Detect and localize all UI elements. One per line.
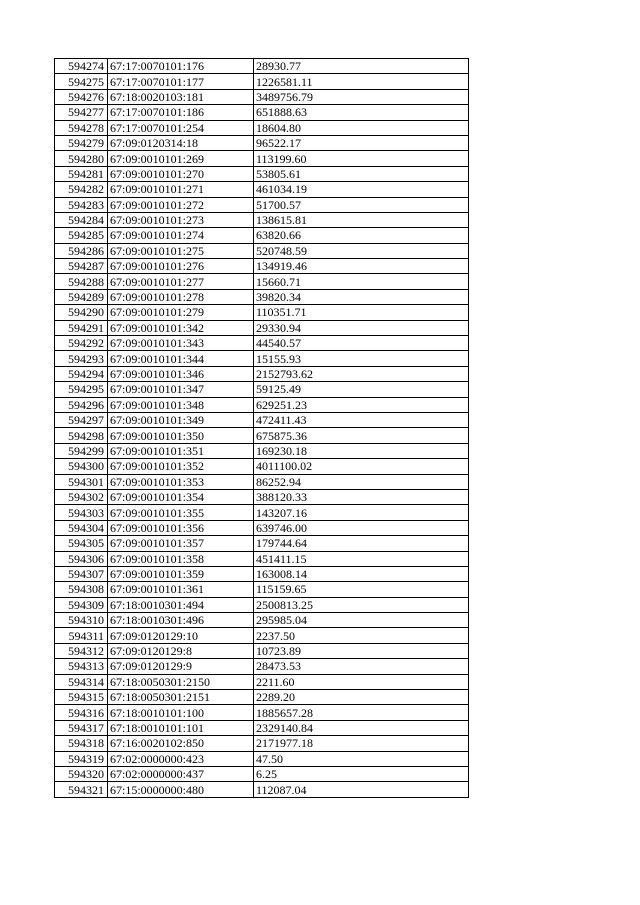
cadastral-number-cell: 67:09:0010101:356	[108, 520, 254, 535]
value-cell: 63820.66	[254, 228, 469, 243]
cadastral-number-cell: 67:09:0010101:275	[108, 243, 254, 258]
table-row	[55, 351, 469, 366]
row-id-cell: 594305	[55, 536, 108, 551]
value-cell: 28473.53	[254, 659, 469, 674]
table-row	[55, 89, 469, 104]
table-row	[55, 212, 469, 227]
value-cell: 2329140.84	[254, 720, 469, 735]
cadastral-number-cell: 67:09:0010101:274	[108, 228, 254, 243]
cadastral-number-cell: 67:09:0010101:355	[108, 505, 254, 520]
cadastral-number-cell: 67:09:0010101:359	[108, 566, 254, 581]
table-row	[55, 320, 469, 335]
table-row	[55, 197, 469, 212]
value-cell: 138615.81	[254, 212, 469, 227]
row-id-cell: 594320	[55, 766, 108, 781]
value-cell: 39820.34	[254, 289, 469, 304]
value-cell: 47.50	[254, 751, 469, 766]
cadastral-number-cell: 67:09:0010101:276	[108, 259, 254, 274]
value-cell: 110351.71	[254, 305, 469, 320]
row-id-cell: 594276	[55, 89, 108, 104]
table-row	[55, 489, 469, 504]
value-cell: 639746.00	[254, 520, 469, 535]
table-row	[55, 366, 469, 381]
row-id-cell: 594310	[55, 613, 108, 628]
cadastral-number-cell: 67:09:0010101:269	[108, 151, 254, 166]
cadastral-number-cell: 67:09:0010101:277	[108, 274, 254, 289]
value-cell: 461034.19	[254, 182, 469, 197]
value-cell: 2152793.62	[254, 366, 469, 381]
table-row	[55, 397, 469, 412]
value-cell: 115159.65	[254, 582, 469, 597]
value-cell: 451411.15	[254, 551, 469, 566]
value-cell: 169230.18	[254, 443, 469, 458]
value-cell: 295985.04	[254, 613, 469, 628]
table-row	[55, 74, 469, 89]
table-row	[55, 182, 469, 197]
cadastral-number-cell: 67:17:0070101:186	[108, 105, 254, 120]
value-cell: 28930.77	[254, 59, 469, 74]
value-cell: 4011100.02	[254, 459, 469, 474]
row-id-cell: 594306	[55, 551, 108, 566]
row-id-cell: 594283	[55, 197, 108, 212]
value-cell: 179744.64	[254, 536, 469, 551]
table-row	[55, 243, 469, 258]
row-id-cell: 594285	[55, 228, 108, 243]
table-row	[55, 274, 469, 289]
cadastral-number-cell: 67:09:0010101:358	[108, 551, 254, 566]
row-id-cell: 594280	[55, 151, 108, 166]
cadastral-number-cell: 67:09:0010101:343	[108, 336, 254, 351]
table-row	[55, 289, 469, 304]
cadastral-number-cell: 67:09:0010101:270	[108, 166, 254, 181]
table-row	[55, 412, 469, 427]
row-id-cell: 594296	[55, 397, 108, 412]
cadastral-number-cell: 67:17:0070101:254	[108, 120, 254, 135]
table-row	[55, 59, 469, 74]
value-cell: 10723.89	[254, 643, 469, 658]
value-cell: 112087.04	[254, 782, 469, 797]
cadastral-number-cell: 67:18:0010301:494	[108, 597, 254, 612]
table-row	[55, 305, 469, 320]
row-id-cell: 594279	[55, 135, 108, 150]
cadastral-number-cell: 67:15:0000000:480	[108, 782, 254, 797]
cadastral-number-cell: 67:09:0010101:279	[108, 305, 254, 320]
value-cell: 2211.60	[254, 674, 469, 689]
cadastral-number-cell: 67:09:0010101:271	[108, 182, 254, 197]
cadastral-number-cell: 67:02:0000000:437	[108, 766, 254, 781]
value-cell: 15660.71	[254, 274, 469, 289]
table-row	[55, 105, 469, 120]
value-cell: 53805.61	[254, 166, 469, 181]
cadastral-number-cell: 67:18:0050301:2151	[108, 690, 254, 705]
table-row	[55, 613, 469, 628]
table-row	[55, 551, 469, 566]
table-row	[55, 135, 469, 150]
row-id-cell: 594315	[55, 690, 108, 705]
cadastral-number-cell: 67:09:0010101:278	[108, 289, 254, 304]
value-cell: 134919.46	[254, 259, 469, 274]
cadastral-number-cell: 67:02:0000000:423	[108, 751, 254, 766]
row-id-cell: 594289	[55, 289, 108, 304]
value-cell: 520748.59	[254, 243, 469, 258]
table-row	[55, 505, 469, 520]
table-row	[55, 690, 469, 705]
table-row	[55, 782, 469, 797]
row-id-cell: 594318	[55, 736, 108, 751]
cadastral-number-cell: 67:09:0010101:351	[108, 443, 254, 458]
cadastral-number-cell: 67:09:0010101:273	[108, 212, 254, 227]
cadastral-number-cell: 67:16:0020102:850	[108, 736, 254, 751]
row-id-cell: 594304	[55, 520, 108, 535]
row-id-cell: 594302	[55, 489, 108, 504]
table-row	[55, 766, 469, 781]
cadastral-number-cell: 67:09:0010101:342	[108, 320, 254, 335]
row-id-cell: 594301	[55, 474, 108, 489]
table-row	[55, 582, 469, 597]
value-cell: 388120.33	[254, 489, 469, 504]
row-id-cell: 594278	[55, 120, 108, 135]
table-row	[55, 443, 469, 458]
value-cell: 86252.94	[254, 474, 469, 489]
table-row	[55, 628, 469, 643]
cadastral-number-cell: 67:09:0010101:349	[108, 412, 254, 427]
table-row	[55, 736, 469, 751]
value-cell: 2289.20	[254, 690, 469, 705]
data-table	[54, 58, 469, 798]
row-id-cell: 594287	[55, 259, 108, 274]
row-id-cell: 594275	[55, 74, 108, 89]
cadastral-number-cell: 67:09:0120129:8	[108, 643, 254, 658]
row-id-cell: 594282	[55, 182, 108, 197]
row-id-cell: 594292	[55, 336, 108, 351]
table-row	[55, 459, 469, 474]
cadastral-number-cell: 67:09:0010101:346	[108, 366, 254, 381]
cadastral-number-cell: 67:18:0010301:496	[108, 613, 254, 628]
row-id-cell: 594309	[55, 597, 108, 612]
value-cell: 675875.36	[254, 428, 469, 443]
value-cell: 29330.94	[254, 320, 469, 335]
row-id-cell: 594284	[55, 212, 108, 227]
table-body	[55, 59, 469, 798]
table-row	[55, 151, 469, 166]
row-id-cell: 594297	[55, 412, 108, 427]
cadastral-number-cell: 67:09:0010101:347	[108, 382, 254, 397]
cadastral-number-cell: 67:18:0020103:181	[108, 89, 254, 104]
cadastral-number-cell: 67:18:0050301:2150	[108, 674, 254, 689]
table-row	[55, 120, 469, 135]
value-cell: 651888.63	[254, 105, 469, 120]
row-id-cell: 594291	[55, 320, 108, 335]
cadastral-number-cell: 67:09:0010101:357	[108, 536, 254, 551]
row-id-cell: 594314	[55, 674, 108, 689]
table-row	[55, 659, 469, 674]
value-cell: 629251.23	[254, 397, 469, 412]
row-id-cell: 594308	[55, 582, 108, 597]
row-id-cell: 594286	[55, 243, 108, 258]
row-id-cell: 594298	[55, 428, 108, 443]
cadastral-number-cell: 67:09:0010101:348	[108, 397, 254, 412]
value-cell: 472411.43	[254, 412, 469, 427]
table-row	[55, 520, 469, 535]
cadastral-number-cell: 67:17:0070101:177	[108, 74, 254, 89]
cadastral-number-cell: 67:18:0010101:100	[108, 705, 254, 720]
row-id-cell: 594299	[55, 443, 108, 458]
value-cell: 18604.80	[254, 120, 469, 135]
value-cell: 2237.50	[254, 628, 469, 643]
value-cell: 51700.57	[254, 197, 469, 212]
table-row	[55, 643, 469, 658]
value-cell: 15155.93	[254, 351, 469, 366]
row-id-cell: 594316	[55, 705, 108, 720]
cadastral-number-cell: 67:18:0010101:101	[108, 720, 254, 735]
table-row	[55, 336, 469, 351]
row-id-cell: 594319	[55, 751, 108, 766]
row-id-cell: 594288	[55, 274, 108, 289]
value-cell: 1226581.11	[254, 74, 469, 89]
cadastral-number-cell: 67:09:0010101:272	[108, 197, 254, 212]
row-id-cell: 594290	[55, 305, 108, 320]
row-id-cell: 594281	[55, 166, 108, 181]
cadastral-number-cell: 67:09:0120314:18	[108, 135, 254, 150]
table-row	[55, 259, 469, 274]
table-row	[55, 705, 469, 720]
row-id-cell: 594303	[55, 505, 108, 520]
cadastral-number-cell: 67:09:0010101:354	[108, 489, 254, 504]
table-row	[55, 428, 469, 443]
cadastral-number-cell: 67:09:0120129:9	[108, 659, 254, 674]
row-id-cell: 594300	[55, 459, 108, 474]
cadastral-number-cell: 67:09:0010101:352	[108, 459, 254, 474]
row-id-cell: 594277	[55, 105, 108, 120]
value-cell: 2171977.18	[254, 736, 469, 751]
cadastral-number-cell: 67:09:0010101:353	[108, 474, 254, 489]
row-id-cell: 594311	[55, 628, 108, 643]
value-cell: 163008.14	[254, 566, 469, 581]
cadastral-number-cell: 67:09:0010101:350	[108, 428, 254, 443]
value-cell: 1885657.28	[254, 705, 469, 720]
value-cell: 113199.60	[254, 151, 469, 166]
value-cell: 2500813.25	[254, 597, 469, 612]
table-row	[55, 474, 469, 489]
table-row	[55, 536, 469, 551]
table-row	[55, 566, 469, 581]
table-row	[55, 674, 469, 689]
cadastral-number-cell: 67:17:0070101:176	[108, 59, 254, 74]
row-id-cell: 594313	[55, 659, 108, 674]
cadastral-number-cell: 67:09:0010101:361	[108, 582, 254, 597]
table-row	[55, 751, 469, 766]
row-id-cell: 594317	[55, 720, 108, 735]
table-row	[55, 720, 469, 735]
row-id-cell: 594307	[55, 566, 108, 581]
value-cell: 3489756.79	[254, 89, 469, 104]
value-cell: 6.25	[254, 766, 469, 781]
row-id-cell: 594321	[55, 782, 108, 797]
row-id-cell: 594295	[55, 382, 108, 397]
table-row	[55, 382, 469, 397]
value-cell: 44540.57	[254, 336, 469, 351]
row-id-cell: 594312	[55, 643, 108, 658]
row-id-cell: 594293	[55, 351, 108, 366]
table-row	[55, 166, 469, 181]
cadastral-number-cell: 67:09:0120129:10	[108, 628, 254, 643]
value-cell: 143207.16	[254, 505, 469, 520]
value-cell: 96522.17	[254, 135, 469, 150]
row-id-cell: 594294	[55, 366, 108, 381]
value-cell: 59125.49	[254, 382, 469, 397]
row-id-cell: 594274	[55, 59, 108, 74]
table-row	[55, 597, 469, 612]
cadastral-number-cell: 67:09:0010101:344	[108, 351, 254, 366]
table-row	[55, 228, 469, 243]
